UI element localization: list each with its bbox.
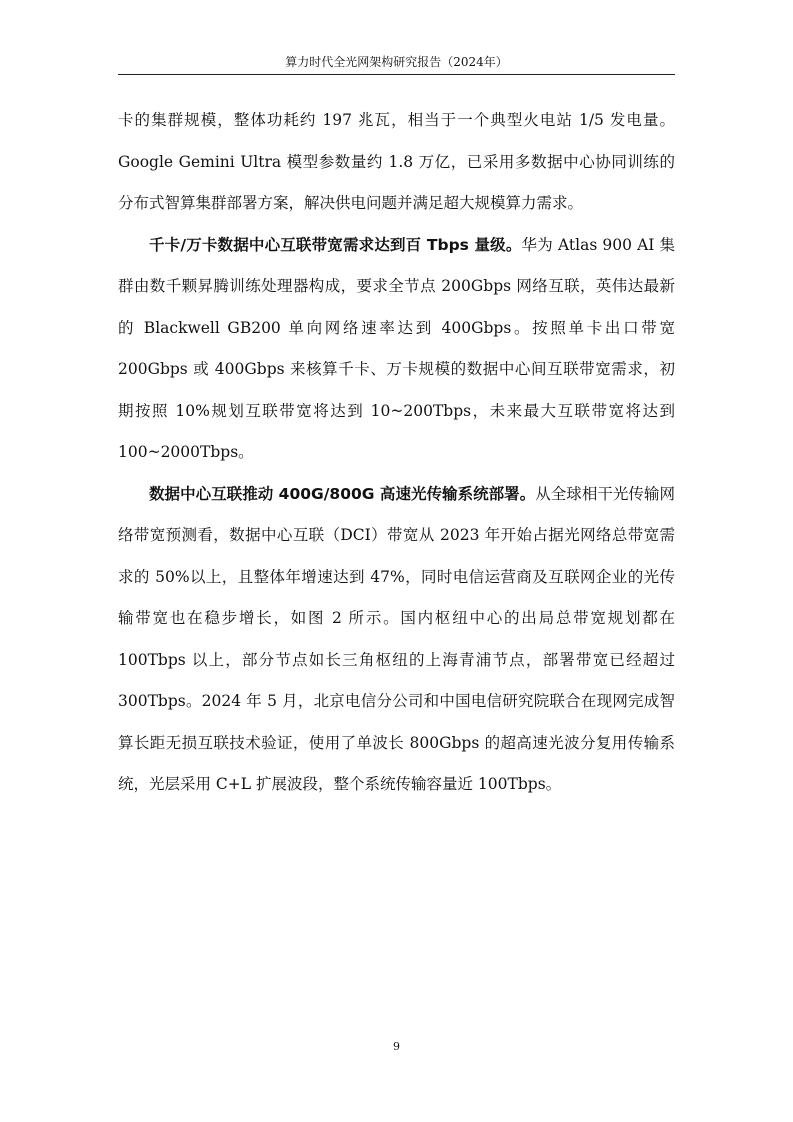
paragraph-3-text: 从全球相干光传输网络带宽预测看，数据中心互联（DCI）带宽从 2023 年开始占据光网络总带宽需求的 50%以上，且整体年增速达到 47%，同时电信运营商及互联网企业的光传输带宽也在稳步增长，如图 2 所示。国内枢纽中心的出局总带宽规划都在 100Tbps 以上，部分节点如长三角枢纽的上海青浦节点，部署带宽已经超过 300Tbps。2024 年 5 月，北京电信分公司和中国电信研究院联合在现网完成智算长距无损互联技术验证，使用了单波长 800Gbps 的超高速光波分复用传输系统，光层采用 C+L 扩展波段，整个系统传输容量近 100Tbps。 [118,484,675,793]
paragraph-3 [118,474,675,806]
paragraph-2-text: 华为 Atlas 900 AI 集群由数千颗昇腾训练处理器构成，要求全节点 200Gbps 网络互联，英伟达最新的 Blackwell GB200 单向网络速率达到 400Gbps。按照单卡出口带宽 200Gbps 或 400Gbps 来核算千卡、万卡规模的数据中心间互联带宽需求，初期按照 10%规划互联带宽将达到 10~200Tbps，未来最大互联带宽将达到 100~2000Tbps。 [118,235,675,461]
page-header [118,52,675,75]
paragraph-1 [118,100,675,225]
page-number: 9 [393,1040,400,1053]
document-body [118,100,675,806]
paragraph-2 [118,225,675,474]
paragraph-2-heading: 千卡/万卡数据中心互联带宽需求达到百 Tbps 量级。 [149,235,522,254]
paragraph-1-text: 卡的集群规模，整体功耗约 197 兆瓦，相当于一个典型火电站 1/5 发电量。Google Gemini Ultra 模型参数量约 1.8 万亿，已采用多数据中心协同训练的分布式智算集群部署方案，解决供电问题并满足超大规模算力需求。 [118,111,675,212]
header-title: 算力时代全光网架构研究报告（2024年） [285,55,508,69]
paragraph-3-heading: 数据中心互联推动 400G/800G 高速光传输系统部署。 [149,484,536,503]
